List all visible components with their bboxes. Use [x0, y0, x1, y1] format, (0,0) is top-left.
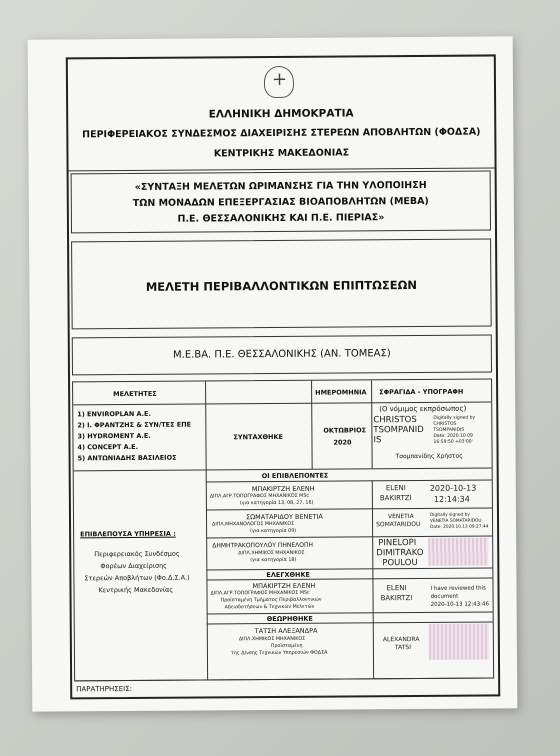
col-header-date: ΗΜΕΡΟΜΗΝΙΑ: [315, 388, 367, 397]
supervisor-signature: ELENI: [385, 484, 406, 493]
supervisor-category: (για κατηγορία 13, 08, 27, 16): [239, 500, 314, 507]
checker-role: ΔΙΠΛ.ΑΓΡ.ΤΟΠΟΓΡΑΦΟΣ ΜΗΧΑΝΙΚΟΣ MSc: [210, 590, 310, 597]
approver-name: ΤΑΤΣΗ ΑΛΕΞΑΝΔΡΑ: [254, 626, 318, 636]
agency-label: ΕΠΙΒΛΕΠΟΥΣΑ ΥΠΗΡΕΣΙΑ :: [80, 529, 176, 539]
row-divider: [75, 677, 493, 681]
header-line-3: ΚΕΝΤΡΙΚΗΣ ΜΑΚΕΔΟΝΙΑΣ: [213, 147, 350, 160]
supervisor-signature: PINELOPI: [378, 538, 417, 549]
compiled-date-month: ΟΚΤΩΒΡΙΟΣ: [323, 426, 367, 435]
signature-detail: Date: 2020.10.13 09:27:44: [430, 524, 489, 530]
col-header-designers: ΜΕΛΕΤΗΤΕΣ: [113, 389, 157, 399]
designer-item: 1) ENVIROPLAN Α.Ε.: [77, 409, 151, 419]
approver-role: της Δ/νσης Τεχνικών Υπηρεσιών ΦΟΔΣΑ: [230, 650, 328, 657]
signature-name-line: CHRISTOS: [373, 414, 417, 426]
legal-rep-label: (Ο νόμιμος εκπρόσωπος): [379, 404, 467, 414]
agency-line: Φορέων Διαχείρισης: [100, 561, 168, 571]
supervisor-signature: BAKIRTZI: [379, 494, 412, 503]
signature-detail: VENETIA SOMATARIDOU: [430, 518, 482, 524]
designer-item: 5) ΑΝΤΩΝΙΑΔΗΣ ΒΑΣΙΛΕΙΟΣ: [77, 453, 177, 463]
supervisor-role: ΔΙΠΛ.ΧΗΜΙΚΟΣ ΜΗΧΑΝΙΚΟΣ: [238, 550, 305, 557]
checker-role: Προϊσταμένη Τμήματος Περιβαλλοντικών: [220, 597, 322, 604]
supervisor-signature-date: 2020-10-13: [429, 483, 477, 493]
approver-role: ΔΙΠΛ.ΧΗΜΙΚΟΣ ΜΗΧΑΝΙΚΟΣ: [238, 636, 306, 643]
supervisor-signature-time: 12:14:34: [433, 494, 470, 504]
col-divider: [206, 469, 208, 679]
col-header-signature: ΣΦΡΑΓΙΔΑ - ΥΠΟΓΡΑΦΗ: [379, 387, 464, 397]
review-note: document: [430, 593, 459, 600]
header-line-1: ΕΛΛΗΝΙΚΗ ΔΗΜΟΚΡΑΤΙΑ: [208, 107, 354, 121]
signature-name-line: TSOMPANID: [373, 424, 424, 436]
col-divider: [205, 381, 207, 469]
row-divider: [206, 567, 492, 570]
project-title-line-3: Π.Ε. ΘΕΣΣΑΛΟΝΙΚΗΣ ΚΑΙ Π.Ε. ΠΙΕΡΙΑΣ»: [177, 212, 385, 225]
row-divider: [74, 467, 492, 471]
agency-line: Κεντρικής Μακεδονίας: [98, 585, 174, 595]
supervisor-signature: POULOU: [382, 557, 418, 569]
signature-detail: Digitally signed by: [429, 512, 470, 518]
checker-role: Αδειοδοτήσεων & Τεχνικών Μελετών: [224, 604, 315, 611]
approver-signature: ALEXANDRA: [382, 635, 420, 644]
signature-detail: Digitally signed by: [433, 415, 476, 421]
checker-signature: BAKIRTZI: [380, 594, 413, 603]
signature-detail: Date: 2020.10.09: [433, 433, 473, 439]
signature-stamp: [429, 623, 489, 659]
project-title-line-1: «ΣΥΝΤΑΞΗ ΜΕΛΕΤΩΝ ΩΡΙΜΑΝΣΗΣ ΓΙΑ ΤΗΝ ΥΛΟΠΟΙΗΣΗ: [134, 179, 427, 193]
approver-role: Προϊσταμένη: [270, 643, 303, 650]
designer-item: 4) CONCEPT Α.Ε.: [77, 442, 139, 452]
review-date: 2020-10-13 12:43:46: [430, 601, 490, 608]
supervisor-role: ΔΙΠΛ.ΜΗΧΑΝΟΛΟΓΟΣ ΜΗΧΑΝΙΚΟΣ: [212, 521, 295, 528]
supervisor-name: ΜΠΑΚΙΡΤΖΗ ΕΛΕΝΗ: [251, 484, 315, 494]
supervisors-header: ΟΙ ΕΠΙΒΛΕΠΟΝΤΕΣ: [261, 471, 329, 481]
agency-line: Στερεών Αποβλήτων (Φο.Δ.Σ.Α.): [84, 573, 190, 583]
row-divider: [206, 479, 492, 482]
signature-detail: TSOMPANIDIS: [433, 427, 465, 433]
signatory-printed-name: Τσομπανίδης Χρήστος: [395, 452, 463, 461]
designer-item: 3) HYDROMENT Α.Ε.: [77, 431, 151, 441]
header-line-2: ΠΕΡΙΦΕΡΕΙΑΚΟΣ ΣΥΝΔΕΣΜΟΣ ΔΙΑΧΕΙΡΙΣΗΣ ΣΤΕΡΕΩΝ ΑΠΟΒΛΗΤΩΝ (ΦΟΔΣΑ): [82, 126, 481, 141]
study-title: ΜΕΛΕΤΗ ΠΕΡΙΒΑΛΛΟΝΤΙΚΩΝ ΕΠΙΠΤΩΣΕΩΝ: [145, 277, 417, 294]
checker-signature: ELENI: [386, 584, 407, 593]
approver-signature: TATSI: [394, 644, 412, 652]
area-title: Μ.Ε.ΒΑ. Π.Ε. ΘΕΣΣΑΛΟΝΙΚΗΣ (ΑΝ. ΤΟΜΕΑΣ): [172, 348, 391, 361]
col-divider: [311, 381, 313, 469]
supervisor-name: ΣΩΜΑΤΑΡΙΔΟΥ ΒΕΝΕΤΙΑ: [245, 512, 323, 522]
compiled-date-year: 2020: [333, 438, 352, 447]
signature-name-line: IS: [373, 435, 382, 446]
signature-table: [72, 378, 494, 681]
document-sheet: [28, 36, 518, 711]
supervisor-role: ΔΙΠΛ.ΑΓΡ.ΤΟΠΟΓΡΑΦΟΣ ΜΗΧΑΝΙΚΟΣ MSc: [209, 493, 310, 500]
row-divider: [206, 577, 492, 580]
remarks-label: ΠΑΡΑΤΗΡΗΣΕΙΣ:: [76, 684, 133, 694]
row-divider: [206, 507, 492, 510]
agency-line: Περιφερειακός Συνδέσμος: [94, 549, 180, 559]
coat-of-arms-icon: [264, 66, 294, 98]
signature-detail: CHRISTOS: [433, 421, 457, 427]
review-note: I have reviewed this: [430, 585, 486, 592]
supervisor-category: (για κατηγορία 09): [250, 528, 297, 535]
supervisor-signature: VENETIA: [387, 513, 414, 521]
project-title-box: [71, 170, 491, 233]
supervisor-category: (για κατηγορία 18): [250, 557, 297, 564]
row-divider: [207, 611, 493, 614]
signature-detail: 16:59:50 +03'00': [433, 439, 473, 445]
designer-item: 2) Ι. ΦΡΑΝΤΖΗΣ & ΣΥΝ/ΤΕΣ ΕΠΕ: [77, 420, 192, 430]
supervisor-signature: SOMATARIDOU: [376, 520, 421, 529]
checked-header: ΕΛΕΓΧΘΗΚΕ: [266, 570, 310, 580]
study-title-box: [71, 238, 492, 329]
compiled-label: ΣΥΝΤΑΧΘΗΚΕ: [233, 432, 283, 442]
document-frame: [66, 54, 500, 699]
supervisor-name: ΔΗΜΗΤΡΑΚΟΠΟΥΛΟΥ ΠΗΝΕΛΟΠΗ: [212, 541, 314, 550]
checker-name: ΜΠΑΚΙΡΤΖΗ ΕΛΕΝΗ: [252, 581, 316, 591]
approved-header: ΘΕΩΡΗΘΗΚΕ: [266, 614, 313, 624]
header-block: [68, 56, 495, 171]
signature-stamp: [428, 537, 488, 565]
project-title-line-2: ΤΩΝ ΜΟΝΑΔΩΝ ΕΠΕΞΕΡΓΑΣΙΑΣ ΒΙΟΑΠΟΒΛΗΤΩΝ (ΜΕΒΑ): [132, 195, 429, 209]
supervisor-signature: DIMITRAKO: [376, 547, 424, 559]
area-box: [72, 334, 492, 375]
